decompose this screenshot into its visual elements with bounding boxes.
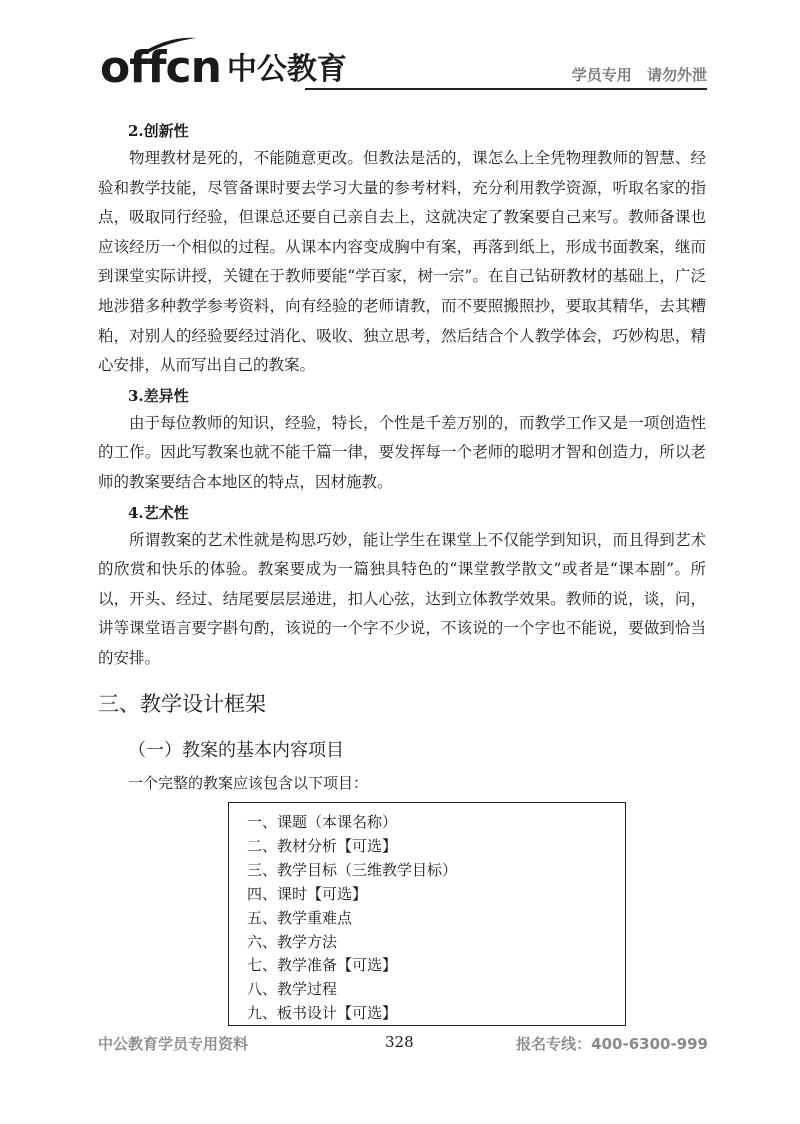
subheading-art: 4.艺术性 — [128, 503, 189, 522]
page-number: 328 — [385, 1033, 414, 1051]
list-item: 八、教学过程 — [247, 980, 338, 999]
paragraph-innovation: 物理教材是死的，不能随意更改。但教法是活的，课怎么上全凭物理教师的智慧、经验和教学技能，尽管备课时要去学习大量的参考材料，充分利用教学资源，听取名家的指点，吸取同行经验，但课总还要自己亲自去上，这就决定了教案要自己来写。教师备课也应该经历一个相似的过程。从课本内容变成胸中有案，再落到纸上，形成书面教案，继而到课堂实际讲授，关键在于教师要能“学百家，树一宗”。在自己钻研教材的基础上，广泛地涉猎多种教学参考资料，向有经验的老师请教，而不要照搬照抄，要取其精华，去其糟粕，对别人的经验要经过消化、吸收、独立思考，然后结合个人教学体会，巧妙构思，精心安排，从而写出自己的教案。 — [98, 149, 706, 375]
logo-text-cn: 中公教育 — [226, 52, 347, 87]
list-item: 四、课时【可选】 — [247, 884, 368, 903]
content-items-box — [228, 802, 626, 1026]
footer-hotline: 报名专线：400-6300-999 — [516, 1035, 708, 1053]
header-divider — [305, 88, 707, 90]
list-item: 六、教学方法 — [247, 932, 338, 951]
logo-text-en: offcn — [100, 42, 221, 93]
list-item: 五、教学重难点 — [247, 908, 353, 927]
subheading-difference: 3.差异性 — [128, 386, 189, 405]
intro-text: 一个完整的教案应该包含以下项目： — [128, 774, 369, 792]
section-heading: 三、教学设计框架 — [98, 692, 266, 716]
subheading-innovation: 2.创新性 — [128, 122, 189, 140]
paragraph-art: 所谓教案的艺术性就是构思巧妙，能让学生在课堂上不仅能学到知识，而且得到艺术的欣赏和快乐的体验。教案要成为一篇独具特色的“课堂教学散文”或者是“课本剧”。所以，开头、经过、结尾要层层递进，扣人心弦，达到立体教学效果。教师的说，谈，问，讲等课堂语言要字斟句酌，该说的一个字不少说，不该说的一个字也不能说，要做到恰当的安排。 — [98, 530, 706, 667]
list-item: 一、课题（本课名称） — [247, 813, 398, 831]
body-content — [98, 116, 706, 674]
logo-swoosh-icon — [138, 34, 198, 56]
list-item: 七、教学准备【可选】 — [247, 956, 398, 975]
list-item: 九、板书设计【可选】 — [247, 1004, 398, 1023]
header-notice: 学员专用 请勿外泄 — [571, 66, 707, 84]
footer-left-text: 中公教育学员专用资料 — [98, 1035, 249, 1053]
paragraph-difference: 由于每位教师的知识，经验，特长，个性是千差万别的，而教学工作又是一项创造性的工作。因此写教案也就不能千篇一律，要发挥每一个老师的聪明才智和创造力，所以老师的教案要结合本地区的特点，因材施教。 — [98, 413, 706, 491]
page-header — [100, 38, 707, 93]
offcn-logo — [100, 38, 347, 93]
subsection-heading: （一）教案的基本内容项目 — [128, 740, 344, 761]
list-item: 三、教学目标（三维教学目标） — [247, 860, 458, 879]
list-item: 二、教材分析【可选】 — [247, 836, 398, 855]
